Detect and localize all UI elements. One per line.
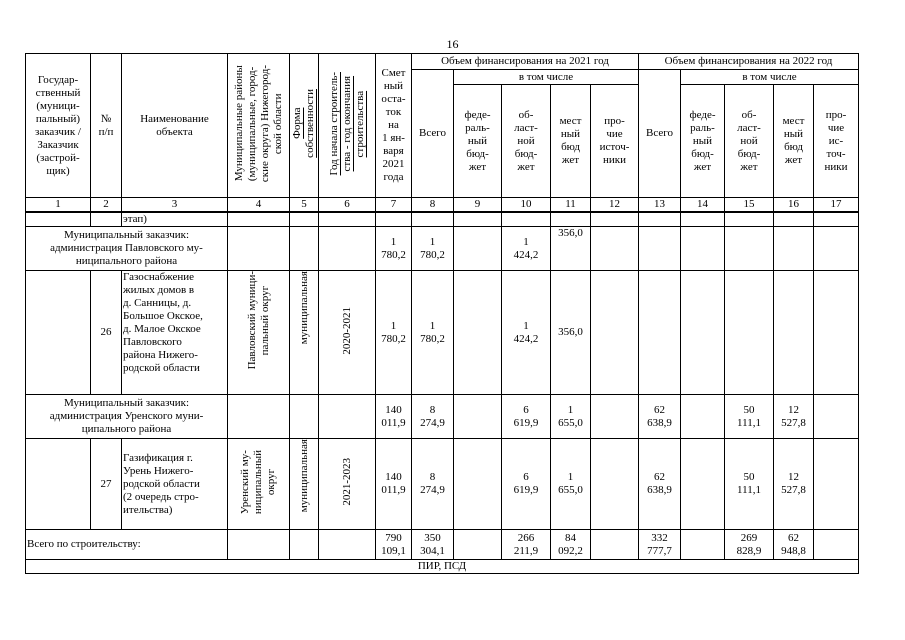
cell-total-2022: 62 638,9	[639, 439, 681, 530]
section-title: ПИР, ПСД	[26, 560, 859, 574]
cell-local-2021: 356,0	[551, 271, 591, 395]
cell-local-2022: 12 527,8	[774, 395, 814, 439]
object-name: Газоснабжение жилых домов в д. Санницы, д. Большое Окское, д. Малое Окское Павловского района Нижего- родской области	[122, 271, 228, 395]
col-num: 17	[814, 198, 859, 213]
financing-table	[25, 53, 859, 574]
col-num: 10	[502, 198, 551, 213]
header-total-2022: Всего	[639, 70, 681, 198]
header-regional-2022: об- ласт- ной бюд- жет	[725, 85, 774, 198]
table-row	[26, 271, 859, 395]
cell-local-2021: 356,0	[551, 227, 591, 271]
customer-label: Муниципальный заказчик: администрация Уренского муни- ципального района	[26, 395, 228, 439]
table-row	[26, 439, 859, 530]
header-fin-2021: Объем финансирования на 2021 год	[412, 54, 639, 70]
header-incl-2022: в том числе	[681, 70, 859, 85]
ownership: муниципальная	[297, 271, 310, 345]
header-local-2021: мест ный бюд жет	[551, 85, 591, 198]
table-row	[26, 395, 859, 439]
ownership-cell	[290, 271, 319, 395]
col-num: 1	[26, 198, 91, 213]
cell-regional-2022: 269 828,9	[725, 530, 774, 560]
cell-regional-2021: 1 424,2	[502, 271, 551, 395]
object-number: 26	[91, 271, 122, 395]
header-years-cell	[319, 54, 376, 198]
cell-total-2022: 332 777,7	[639, 530, 681, 560]
years: 2020-2021	[340, 306, 353, 355]
header-local-2022: мест ный бюд жет	[774, 85, 814, 198]
header-federal-2022: феде- раль- ный бюд- жет	[681, 85, 725, 198]
cell-balance: 1 780,2	[376, 271, 412, 395]
years: 2021-2023	[340, 458, 353, 506]
cell-regional-2022: 50 111,1	[725, 439, 774, 530]
object-number: 27	[91, 439, 122, 530]
cell-regional-2021: 6 619,9	[502, 439, 551, 530]
district-cell	[228, 439, 290, 530]
header-customer: Государ- ственный (муници- пальный) заказчик / Заказчик (застрой- щик)	[26, 54, 91, 198]
cell-regional-2021: 266 211,9	[502, 530, 551, 560]
table-row	[26, 560, 859, 574]
cell-balance: 140 011,9	[376, 395, 412, 439]
cell-regional-2021: 1 424,2	[502, 227, 551, 271]
header-incl-2021: в том числе	[454, 70, 639, 85]
header-other-2022: про- чие ис- точ- ники	[814, 85, 859, 198]
col-num: 2	[91, 198, 122, 213]
header-number: № п/п	[91, 54, 122, 198]
table-row	[26, 212, 859, 227]
customer-label: Муниципальный заказчик: администрация Павловского му- ниципального района	[26, 227, 228, 271]
ownership-cell	[290, 439, 319, 530]
cell-total-2021: 1 780,2	[412, 227, 454, 271]
header-district: Муниципальные районы (муниципальные, город- ские округа) Нижегород- ской области	[232, 64, 284, 183]
header-federal-2021: феде- раль- ный бюд- жет	[454, 85, 502, 198]
years-cell	[319, 271, 376, 395]
district-cell	[228, 271, 290, 395]
cell-local-2022: 12 527,8	[774, 439, 814, 530]
col-num: 3	[122, 198, 228, 213]
col-num: 12	[591, 198, 639, 213]
cell-total-2021: 8 274,9	[412, 439, 454, 530]
header-other-2021: про- чие источ- ники	[591, 85, 639, 198]
table-row	[26, 530, 859, 560]
header-object-name: Наименование объекта	[122, 54, 228, 198]
col-num: 16	[774, 198, 814, 213]
col-num: 4	[228, 198, 290, 213]
col-num: 9	[454, 198, 502, 213]
col-num: 5	[290, 198, 319, 213]
district: Павловский муници- пальный округ	[245, 271, 271, 370]
object-name: Газификация г. Урень Нижего- родской области (2 очередь стро- ительства)	[122, 439, 228, 530]
col-num: 7	[376, 198, 412, 213]
cell-total-2021: 8 274,9	[412, 395, 454, 439]
col-num: 14	[681, 198, 725, 213]
header-regional-2021: об- ласт- ной бюд- жет	[502, 85, 551, 198]
header-estimated-balance: Смет ный оста- ток на 1 ян- варя 2021 года	[376, 54, 412, 198]
col-num: 11	[551, 198, 591, 213]
cell-local-2022: 62 948,8	[774, 530, 814, 560]
col-num: 6	[319, 198, 376, 213]
total-label: Всего по строительству:	[26, 530, 228, 560]
cell-regional-2021: 6 619,9	[502, 395, 551, 439]
header-ownership-cell	[290, 54, 319, 198]
col-num: 8	[412, 198, 454, 213]
col-num: 13	[639, 198, 681, 213]
continuation-text: этап)	[122, 212, 228, 227]
cell-regional-2022: 50 111,1	[725, 395, 774, 439]
years-cell	[319, 439, 376, 530]
header-total-2021: Всего	[412, 70, 454, 198]
header-years: Год начала строитель- ства - год окончания строительства	[327, 71, 366, 176]
cell-total-2022: 62 638,9	[639, 395, 681, 439]
cell-local-2021: 1 655,0	[551, 395, 591, 439]
cell-balance: 140 011,9	[376, 439, 412, 530]
ownership: муниципальная	[297, 439, 310, 513]
header-ownership: Форма собственности	[291, 89, 316, 158]
cell-local-2021: 84 092,2	[551, 530, 591, 560]
cell-balance: 1 780,2	[376, 227, 412, 271]
header-fin-2022: Объем финансирования на 2022 год	[639, 54, 859, 70]
page-number: 16	[446, 37, 459, 51]
table-row	[26, 227, 859, 271]
column-numbers-row	[26, 198, 859, 213]
cell-total-2021: 1 780,2	[412, 271, 454, 395]
header-district-cell	[228, 54, 290, 198]
cell-total-2021: 350 304,1	[412, 530, 454, 560]
cell-balance: 790 109,1	[376, 530, 412, 560]
cell-local-2021: 1 655,0	[551, 439, 591, 530]
district: Уренский му- ниципальный округ	[239, 449, 277, 515]
col-num: 15	[725, 198, 774, 213]
